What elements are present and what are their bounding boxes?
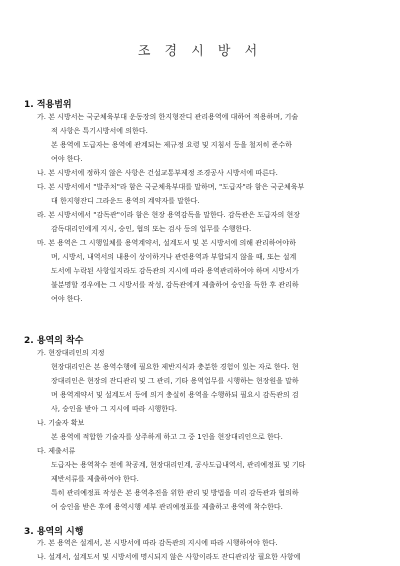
text-line: 장대리인은 현장의 잔디관리 및 그 관리, 기타 용역업무를 시행하는 현장원을 말하	[51, 377, 299, 385]
text-line: 제반서류를 제출하여야 한다.	[51, 475, 139, 483]
text-line: 나. 기술자 확보	[37, 419, 85, 427]
section-heading: 3. 용역의 시행	[24, 527, 84, 537]
text-line: 도서에 누락된 사항일지라도 감독관의 지시에 따라 용역관리하여야 하며 시방서가	[51, 267, 299, 275]
text-line: 현장대리인은 본 용역수행에 필요한 제반지식과 충분한 경험이 있는 자로 한다. 현	[51, 363, 299, 371]
text-line: 며 용역계약서 및 설계도서 등에 의거 충실히 용역을 수행하되 필요시 감독관의 검	[51, 391, 299, 399]
text-line: 가. 본 용역은 설계서, 본 시방서에 따라 감독관의 지시에 따라 시행하여야 한다.	[37, 539, 278, 547]
text-line: 본 용역에 도급자는 용역에 관계되는 제규정 요령 및 지침서 등을 철저히 준수하	[51, 141, 292, 149]
text-line: 도급자는 용역착수 전에 착공계, 현장대리인계, 공사도급내역서, 관리예정표 및 기타	[51, 461, 306, 469]
text-line: 특히 관리예정표 작성은 본 용역추진을 위한 관리 및 방법을 미리 감독관과 협의하	[51, 489, 299, 497]
text-line: 여야 한다.	[51, 155, 83, 163]
text-line: 본 용역에 적합한 기술자를 상주하게 하고 그 중 1인을 현장대리인으로 한다.	[51, 433, 283, 441]
text-line: 다. 제출서류	[37, 447, 76, 455]
text-line: 나. 설계서, 설계도서 및 시방서에 명시되지 않은 사항이라도 잔디관리상 필요한 사항에	[37, 553, 301, 561]
text-line: 다. 본 시방서에서 "발주처"라 함은 국군체육부대를 말하며, "도급자"라 함은 국군체육부	[37, 183, 305, 191]
section-heading: 1. 적용범위	[24, 100, 72, 110]
text-line: 사, 승인을 받아 그 지시에 따라 시행한다.	[51, 405, 177, 413]
text-line: 여 승인을 받은 후에 용역시행 세부 관리예정표를 제출하고 용역에 착수한다.	[51, 503, 283, 511]
text-line: 가. 현장대리인의 지정	[37, 349, 105, 357]
document-title: 조 경 시 방 서	[137, 44, 263, 59]
text-line: 라. 본 시방서에서 "감독관"이라 함은 현장 용역감독을 말한다. 감독관은 도급자의 현장	[37, 211, 301, 219]
text-line: 대 한지형잔디 그라운드 용역의 계약자를 말한다.	[51, 197, 200, 205]
text-line: 여야 한다.	[51, 295, 83, 303]
section-heading: 2. 용역의 착수	[24, 336, 84, 346]
text-line: 불분명할 경우에는 그 시방서를 작성, 감독관에게 제출하여 승인을 득한 후 관리하	[51, 281, 299, 289]
text-line: 적 사항은 특기시방서에 의한다.	[51, 127, 148, 135]
text-line: 감독대리인에게 지시, 승인, 협의 또는 검사 등의 업무를 수행한다.	[51, 225, 252, 233]
text-line: 나. 본 시방서에 정하지 않은 사항은 건설교통부제정 조경공사 시방서에 따른다.	[37, 169, 278, 177]
text-line: 며, 시방서, 내역서의 내용이 상이하거나 관련용역과 부합되지 않을 때, 또는 설계	[51, 253, 297, 261]
text-line: 마. 본 용역은 그 시행일체를 용역계약서, 설계도서 및 본 시방서에 의해 관리하여야하	[37, 239, 296, 247]
text-line: 가. 본 시방서는 국군체육부대 운동장의 한지형잔디 관리용역에 대하여 적용하며, 기술	[37, 113, 299, 121]
